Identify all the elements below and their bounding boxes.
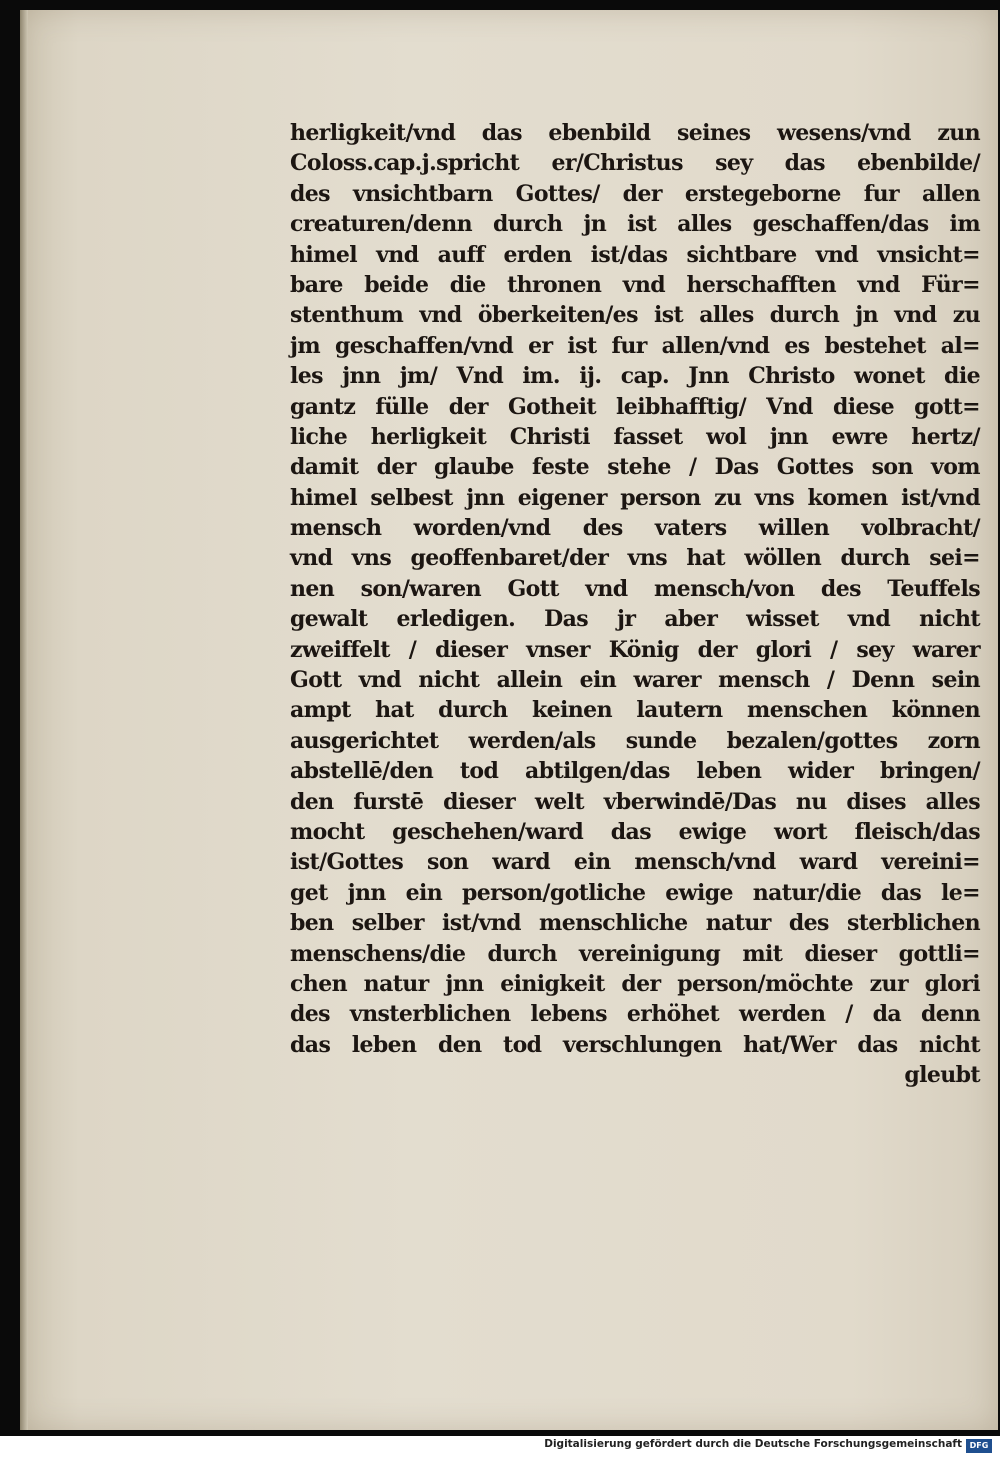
text-line: das leben den tod verschlungen hat/Wer das nicht <box>290 1031 980 1058</box>
text-line: abstellē/den tod abtilgen/das leben wider bringen/ <box>290 758 980 785</box>
catchword: gleubt <box>904 1062 980 1089</box>
dfg-logo-icon: DFG <box>966 1439 992 1453</box>
text-line: creaturen/denn durch jn ist alles geschaffen/das im <box>290 211 980 238</box>
text-line: mocht geschehen/ward das ewige wort fleisch/das <box>290 818 980 845</box>
text-line: jm geschaffen/vnd er ist fur allen/vnd es bestehet al= <box>290 332 980 359</box>
text-line: les jnn jm/ Vnd im. ij. cap. Jnn Christo wonet die <box>290 363 980 390</box>
text-line: get jnn ein person/gotliche ewige natur/die das le= <box>290 879 980 906</box>
text-line: Coloss.cap.j.spricht er/Christus sey das ebenbilde/ <box>290 150 980 177</box>
text-line: damit der glaube feste stehe / Das Gottes son vom <box>290 454 980 481</box>
text-line: himel selbest jnn eigener person zu vns komen ist/vnd <box>290 484 980 511</box>
text-line: des vnsterblichen lebens erhöhet werden / da denn <box>290 1001 980 1028</box>
text-line: ist/Gottes son ward ein mensch/vnd ward vereini= <box>290 849 980 876</box>
page-gutter-edge <box>20 10 28 1430</box>
text-line: mensch worden/vnd des vaters willen volbracht/ <box>290 515 980 542</box>
text-line: herligkeit/vnd das ebenbild seines wesens/vnd zun <box>290 120 980 146</box>
page-text-block <box>290 118 980 1091</box>
text-line: den furstē dieser welt vberwindē/Das nu dises alles <box>290 788 980 815</box>
text-line: vnd vns geoffenbaret/der vns hat wöllen durch sei= <box>290 545 980 572</box>
text-line: nen son/waren Gott vnd mensch/von des Teuffels <box>290 575 980 602</box>
text-line: gantz fülle der Gotheit leibhafftig/ Vnd diese gott= <box>290 393 980 420</box>
text-line: liche herligkeit Christi fasset wol jnn ewre hertz/ <box>290 423 980 450</box>
text-line: gewalt erledigen. Das jr aber wisset vnd nicht <box>290 606 980 633</box>
text-line: menschens/die durch vereinigung mit dieser gottli= <box>290 940 980 967</box>
text-line: Gott vnd nicht allein ein warer mensch / Denn sein <box>290 667 980 694</box>
text-line: stenthum vnd öberkeiten/es ist alles durch jn vnd zu <box>290 302 980 329</box>
text-line: des vnsichtbarn Gottes/ der erstegeborne fur allen <box>290 180 980 207</box>
funding-note: Digitalisierung gefördert durch die Deutsche Forschungsgemeinschaft <box>544 1438 962 1450</box>
text-line: bare beide die thronen vnd herschafften vnd Für= <box>290 271 980 298</box>
text-line: ampt hat durch keinen lautern menschen können <box>290 697 980 724</box>
text-line: ben selber ist/vnd menschliche natur des sterblichen <box>290 910 980 937</box>
text-line: chen natur jnn einigkeit der person/möchte zur glori <box>290 970 980 997</box>
text-line: ausgerichtet werden/als sunde bezalen/gottes zorn <box>290 727 980 754</box>
text-line: himel vnd auff erden ist/das sichtbare vnd vnsicht= <box>290 241 980 268</box>
text-line: zweiffelt / dieser vnser König der glori / sey warer <box>290 636 980 663</box>
